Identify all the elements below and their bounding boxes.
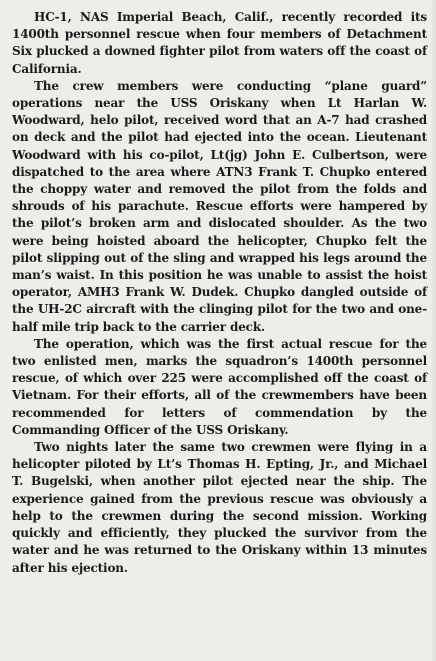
paragraph-rescue-details: The crew members were conducting “plane guard” operations near the USS Oriskany when Lt Harlan W. Woodward, helo pilot, received word that an A-7 had crashed on deck and the pilot had ejected into the ocean. Lieutenant Woodward with his co-pilot, Lt(jg) John E. Culbertson, were dispatched to the area where ATN3 Frank T. Chupko entered the choppy water and removed the pilot from the folds and shrouds of his parachute. Rescue efforts were hampered by the pilot’s broken arm and dislocated shoulder. As the two were being hoisted aboard the helicopter, Chupko felt the pilot slipping out of the sling and wrapped his legs around the man’s waist. In this position he was unable to assist the hoist operator, AMH3 Frank W. Dudek. Chupko dangled outside of the UH-2C aircraft with the clinging pilot for the two and one-half mile trip back to the carrier deck. xyxy=(12,78,427,334)
paragraph-squadron-milestone: The operation, which was the first actual rescue for the two enlisted men, marks the squadron’s 1400th personnel rescue, of which over 225 were accomplished off the coast of Vietnam. For their efforts, all of the crewmembers have been recommended for letters of commendation by the Commanding Officer of the USS Oriskany. xyxy=(12,336,427,437)
article-body xyxy=(12,9,427,577)
paragraph-second-rescue: Two nights later the same two crewmen were flying in a helicopter piloted by Lt’s Thomas H. Epting, Jr., and Michael T. Bugelski, when another pilot ejected near the ship. The experience gained from the previous rescue was obviously a help to the crewmen during the second mission. Working quickly and efficiently, they plucked the survivor from the water and he was returned to the Oriskany within 13 minutes after his ejection. xyxy=(12,440,427,575)
paragraph-rescue-announcement: HC-1, NAS Imperial Beach, Calif., recently recorded its 1400th personnel rescue when four members of Detachment Six plucked a downed fighter pilot from waters off the coast of California. xyxy=(12,10,427,76)
